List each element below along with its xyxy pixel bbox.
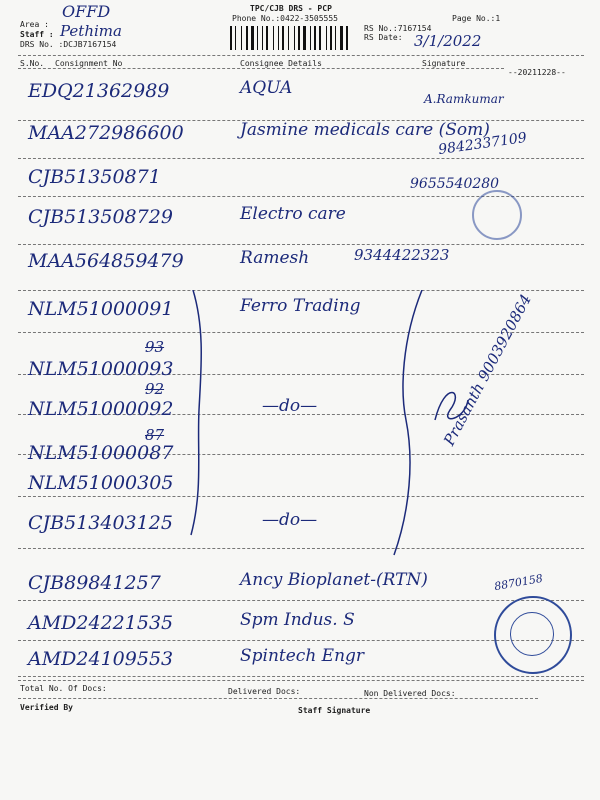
print-stamp: --20211228--: [508, 68, 566, 77]
row-rule: [18, 244, 584, 245]
consignee-name: Spintech Engr: [240, 646, 365, 666]
col-consignment: Consignment No: [55, 59, 123, 68]
consignee-name: —do—: [262, 396, 318, 416]
area-label: Area :: [20, 20, 49, 29]
consignment-number: NLM51000305: [28, 472, 174, 494]
consignment-number: CJB513508729: [28, 206, 173, 228]
barcode-bar: [266, 26, 268, 50]
rs-date-label: RS Date:: [364, 33, 403, 42]
footer-rule: [18, 680, 584, 681]
strike-87: 87: [145, 426, 165, 444]
consignment-number: NLM51000087: [28, 442, 174, 464]
page-number: Page No.:1: [452, 14, 501, 23]
consignee-name: Ramesh: [240, 248, 310, 268]
total-docs: Total No. Of Docs:: [20, 684, 107, 693]
consignment-number: NLM51000091: [28, 298, 174, 320]
barcode-bar: [326, 26, 327, 50]
staff-label: Staff :: [20, 30, 54, 39]
rs-number: RS No.:7167154: [364, 24, 432, 33]
barcode-bar: [298, 26, 300, 50]
consignment-number: CJB89841257: [28, 572, 161, 594]
left-brace: [185, 290, 215, 540]
non-delivered-docs: Non Delivered Docs:: [364, 689, 456, 698]
consignment-number: CJB513403125: [28, 512, 173, 534]
footer-rule-2: [18, 698, 538, 699]
barcode-bar: [235, 26, 236, 50]
barcode-bar: [346, 26, 348, 50]
row-rule: [18, 290, 584, 291]
side-phone-note: Prasanth 9003920864: [440, 291, 535, 449]
rs-date-value: 3/1/2022: [414, 32, 482, 50]
consignment-number: EDQ21362989: [28, 80, 170, 102]
consignment-number: MAA564859479: [28, 250, 184, 272]
barcode-bar: [282, 26, 284, 50]
barcode-bar: [310, 26, 311, 50]
barcode-bar: [330, 26, 332, 50]
consignment-number: CJB51350871: [28, 166, 161, 188]
delivered-docs: Delivered Docs:: [228, 687, 301, 696]
staff-signature: Staff Signature: [298, 706, 371, 715]
receiver-signature: 8870158: [493, 571, 544, 594]
barcode-bar: [241, 26, 242, 50]
barcode-bar: [340, 26, 343, 50]
staff-value: Pethima: [60, 22, 122, 40]
company-seal: [494, 596, 572, 674]
receiver-signature: 9344422323: [354, 246, 450, 264]
row-rule: [18, 496, 584, 497]
barcode-bar: [294, 26, 295, 50]
row-rule: [18, 548, 584, 549]
consignment-number: AMD24221535: [28, 612, 174, 634]
barcode-bar: [251, 26, 254, 50]
barcode-bar: [335, 26, 336, 50]
consignee-name: Electro care: [240, 204, 346, 224]
consignee-name: Ferro Trading: [240, 296, 361, 316]
barcode-bar: [314, 26, 316, 50]
consignee-name: —do—: [262, 510, 318, 530]
seal-stamp: [472, 190, 522, 240]
barcode-bar: [262, 26, 263, 50]
consignee-name: Ancy Bioplanet-(RTN): [240, 570, 428, 590]
barcode-bar: [273, 26, 274, 50]
col-sno: S.No.: [20, 59, 45, 68]
barcode: [230, 26, 358, 50]
col-consignee: Consignee Details: [240, 59, 322, 68]
col-signature: Signature: [422, 59, 466, 68]
right-brace: [392, 290, 432, 560]
area-value: OFFD: [62, 2, 111, 21]
consignment-number: NLM51000092: [28, 398, 174, 420]
consignment-number: MAA272986600: [28, 122, 184, 144]
consignee-name: Spm Indus. S: [240, 610, 355, 630]
column-rule: [18, 68, 504, 69]
barcode-bar: [230, 26, 232, 50]
consignee-name: AQUA: [240, 78, 293, 98]
phone-number: Phone No.:0422-3505555: [232, 14, 338, 23]
barcode-bar: [303, 26, 306, 50]
row-rule: [18, 676, 584, 677]
receiver-signature: A.Ramkumar: [424, 92, 504, 106]
barcode-bar: [246, 26, 248, 50]
report-title: TPC/CJB DRS - PCP: [250, 4, 332, 13]
header-rule: [18, 55, 584, 56]
consignment-number: NLM51000093: [28, 358, 174, 380]
row-rule: [18, 600, 584, 601]
barcode-bar: [319, 26, 321, 50]
strike-92: 92: [145, 380, 165, 398]
barcode-bar: [257, 26, 258, 50]
consignment-number: AMD24109553: [28, 648, 174, 670]
row-rule: [18, 158, 584, 159]
consignee-name: Jasmine medicals care (Som): [240, 120, 490, 140]
barcode-bar: [278, 26, 279, 50]
strike-93: 93: [145, 338, 165, 356]
drs-number: DRS No. :DCJB7167154: [20, 40, 117, 49]
barcode-bar: [288, 26, 289, 50]
receiver-signature: 9842337109: [437, 129, 528, 159]
verified-by: Verified By: [20, 703, 73, 712]
receiver-signature: 9655540280: [410, 176, 500, 192]
